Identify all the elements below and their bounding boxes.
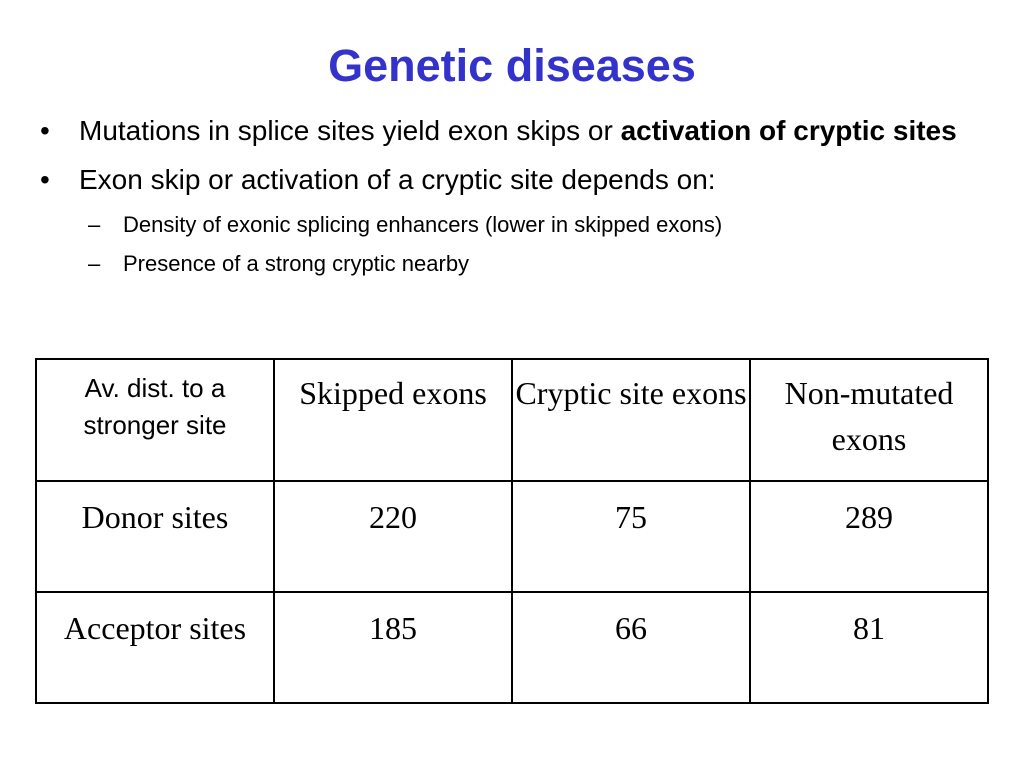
sub-bullet-marker: – <box>88 212 101 237</box>
row-label: Acceptor sites <box>63 610 247 646</box>
row-label-cell <box>36 592 274 703</box>
bullet-list <box>40 112 980 288</box>
slide-title: Genetic diseases <box>328 40 696 91</box>
column-header-label: Cryptic site exons <box>515 375 747 411</box>
bullet-text: Exon skip or activation of a cryptic site depends on: <box>79 164 716 195</box>
cell-value: 185 <box>369 610 417 646</box>
column-header <box>512 359 750 481</box>
cell-value: 81 <box>853 610 885 646</box>
column-header-label: Non-mutated exons <box>784 375 954 457</box>
bullet-item <box>40 161 980 198</box>
corner-label: Av. dist. to a stronger site <box>83 373 227 440</box>
table-row <box>36 592 988 703</box>
cell-value: 289 <box>845 499 893 535</box>
sub-bullet-item <box>40 210 980 240</box>
cell-value: 66 <box>615 610 647 646</box>
table-corner-cell <box>36 359 274 481</box>
bullet-marker: • <box>40 115 50 146</box>
data-table <box>35 358 989 704</box>
sub-bullet-text: Density of exonic splicing enhancers (lower in skipped exons) <box>123 212 723 237</box>
bullet-item <box>40 112 980 149</box>
cell-value: 220 <box>369 499 417 535</box>
row-label: Donor sites <box>81 499 229 535</box>
column-header-label: Skipped exons <box>299 375 487 411</box>
bullet-marker: • <box>40 164 50 195</box>
sub-bullet-marker: – <box>88 251 101 276</box>
table-cell <box>512 592 750 703</box>
column-header <box>750 359 988 481</box>
sub-bullet-item <box>40 249 980 279</box>
table-cell <box>512 481 750 592</box>
column-header <box>274 359 512 481</box>
table-cell <box>274 481 512 592</box>
table-header-row <box>36 359 988 481</box>
table-row <box>36 481 988 592</box>
table-cell <box>274 592 512 703</box>
cell-value: 75 <box>615 499 647 535</box>
sub-bullet-text: Presence of a strong cryptic nearby <box>123 251 470 276</box>
bullet-bold-text: activation of cryptic sites <box>620 115 957 146</box>
row-label-cell <box>36 481 274 592</box>
table-cell <box>750 592 988 703</box>
bullet-text: Mutations in splice sites yield exon skips or <box>79 115 621 146</box>
table-cell <box>750 481 988 592</box>
